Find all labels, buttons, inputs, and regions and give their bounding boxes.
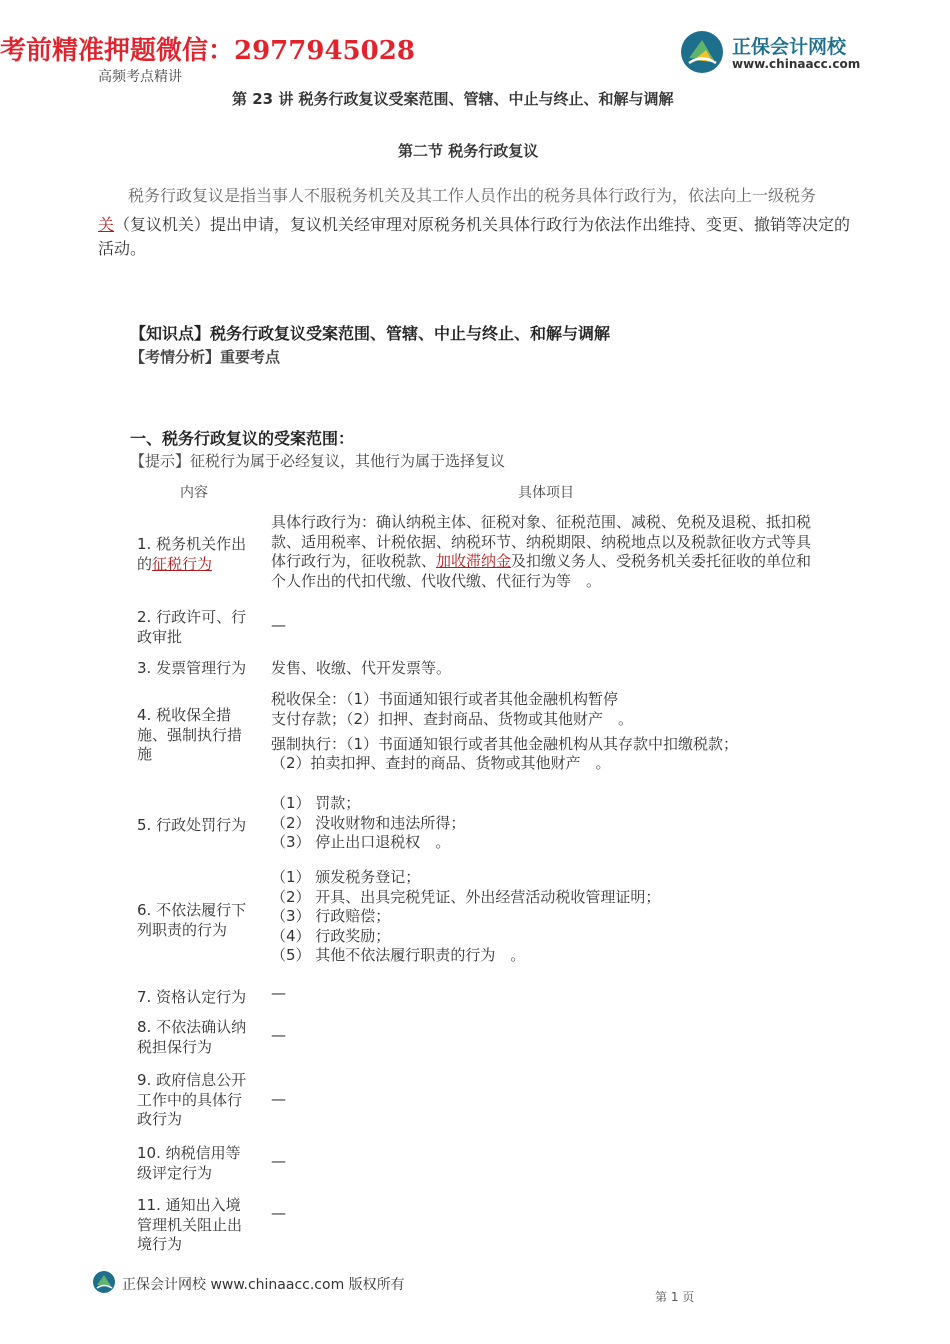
list-item: （3） 行政赔偿； bbox=[271, 907, 391, 925]
promo-banner: 考前精准押题微信：2977945028 bbox=[0, 36, 415, 66]
intro-highlight: 关 bbox=[98, 215, 115, 234]
tax-levy-act-highlight: 征税行为 bbox=[152, 554, 213, 573]
page-number: 第 1 页 bbox=[655, 1290, 695, 1304]
section-tip: 【提示】征税行为属于必经复议，其他行为属于选择复议 bbox=[130, 452, 506, 470]
knowledge-point-title: 【知识点】税务行政复议受案范围、管辖、中止与终止、和解与调解 bbox=[130, 324, 611, 343]
intro-hidden-line: 税务行政复议是指当事人不服税务机关及其工作人员作出的税务具体行政行为，依法向上一级税务 bbox=[128, 186, 817, 205]
list-item: （5） 其他不依法履行职责的行为 。 bbox=[271, 946, 526, 964]
table-row-detail bbox=[271, 794, 821, 853]
chinaacc-footer-icon bbox=[92, 1270, 116, 1294]
table-row-label: 6. 不依法履行下列职责的行为 bbox=[137, 901, 247, 939]
table-row-detail bbox=[271, 868, 821, 966]
table-row-label: 10. 纳税信用等级评定行为 bbox=[137, 1144, 241, 1182]
table-row-label: 1. 税务机关作出的征税行为 bbox=[137, 535, 247, 573]
table-row-detail: — bbox=[271, 1152, 286, 1170]
list-item: （4） 行政奖励； bbox=[271, 926, 391, 945]
brand-logo[interactable] bbox=[680, 30, 930, 76]
chinaacc-logo-icon bbox=[680, 30, 724, 74]
table-row-detail: — bbox=[271, 616, 286, 634]
table-row-detail: 税收保全：（1）书面通知银行或者其他金融机构暂停 支付存款；（2）扣押、查封商品、货物或其他财产 。 强制执行：（1）书面通知银行或者其他金融机构从其存款中扣缴税款； （2）拍卖扣押、查封的商品、货物或其他财产 。 bbox=[271, 690, 739, 772]
table-row-detail: — bbox=[271, 1204, 286, 1222]
table-header-content: 内容 bbox=[180, 485, 208, 501]
table-row-label: 4. 税收保全措施、强制执行措施 bbox=[137, 706, 243, 763]
section-title: 第二节 税务行政复议 bbox=[398, 142, 539, 160]
table-row-label: 3. 发票管理行为 bbox=[137, 659, 247, 677]
intro-paragraph bbox=[98, 213, 858, 261]
list-item: （2） 开具、出具完税凭证、外出经营活动税收管理证明； bbox=[271, 887, 661, 906]
table-row-label: 9. 政府信息公开工作中的具体行政行为 bbox=[137, 1071, 247, 1128]
top-fragment-line: 高频考点精讲 bbox=[98, 69, 182, 85]
list-item: （3） 停止出口退税权 。 bbox=[271, 833, 451, 851]
table-row-label: 8. 不依法确认纳税担保行为 bbox=[137, 1018, 247, 1056]
table-row-detail: — bbox=[271, 984, 286, 1002]
page-footer bbox=[92, 1270, 492, 1296]
brand-url: www.chinaacc.com bbox=[732, 57, 861, 71]
table-row-label: 2. 行政许可、行政审批 bbox=[137, 608, 247, 646]
intro-text: （复议机关）提出申请，复议机关经审理对原税务机关具体行政行为依法作出维持、变更、撤销等决定的活动。 bbox=[98, 215, 851, 258]
exam-analysis: 【考情分析】重要考点 bbox=[130, 348, 281, 366]
table-row-label: 7. 资格认定行为 bbox=[137, 988, 247, 1006]
list-item: （1） 罚款； bbox=[271, 794, 361, 812]
table-row-label: 11. 通知出入境管理机关阻止出境行为 bbox=[137, 1196, 243, 1253]
table-row-detail: — bbox=[271, 1090, 286, 1108]
table-header-detail: 具体项目 bbox=[518, 485, 574, 501]
list-item: （2） 没收财物和违法所得； bbox=[271, 813, 466, 832]
section-one-title: 一、税务行政复议的受案范围： bbox=[130, 429, 355, 448]
late-fee-highlight: 加收滞纳金 bbox=[436, 552, 512, 570]
lecture-title: 第 23 讲 税务行政复议受案范围、管辖、中止与终止、和解与调解 bbox=[232, 90, 674, 108]
footer-copyright: 正保会计网校 www.chinaacc.com 版权所有 bbox=[122, 1277, 405, 1293]
table-row-detail: 发售、收缴、代开发票等。 bbox=[271, 659, 452, 677]
table-row-detail: 具体行政行为：确认纳税主体、征税对象、征税范围、减税、免税及退税、抵扣税款、适用税率、计税依据、纳税环节、纳税期限、纳税地点以及税款征收方式等具体行政行为，征收税款、加收滞纳金及扣缴义务人、受税务机关委托征收的单位和个人作出的代扣代缴、代收代缴、代征行为等 。 bbox=[271, 513, 812, 590]
table-row-detail: — bbox=[271, 1026, 286, 1044]
table-row-label: 5. 行政处罚行为 bbox=[137, 816, 247, 834]
brand-name: 正保会计网校 bbox=[732, 36, 847, 58]
list-item: （1） 颁发税务登记； bbox=[271, 868, 421, 886]
